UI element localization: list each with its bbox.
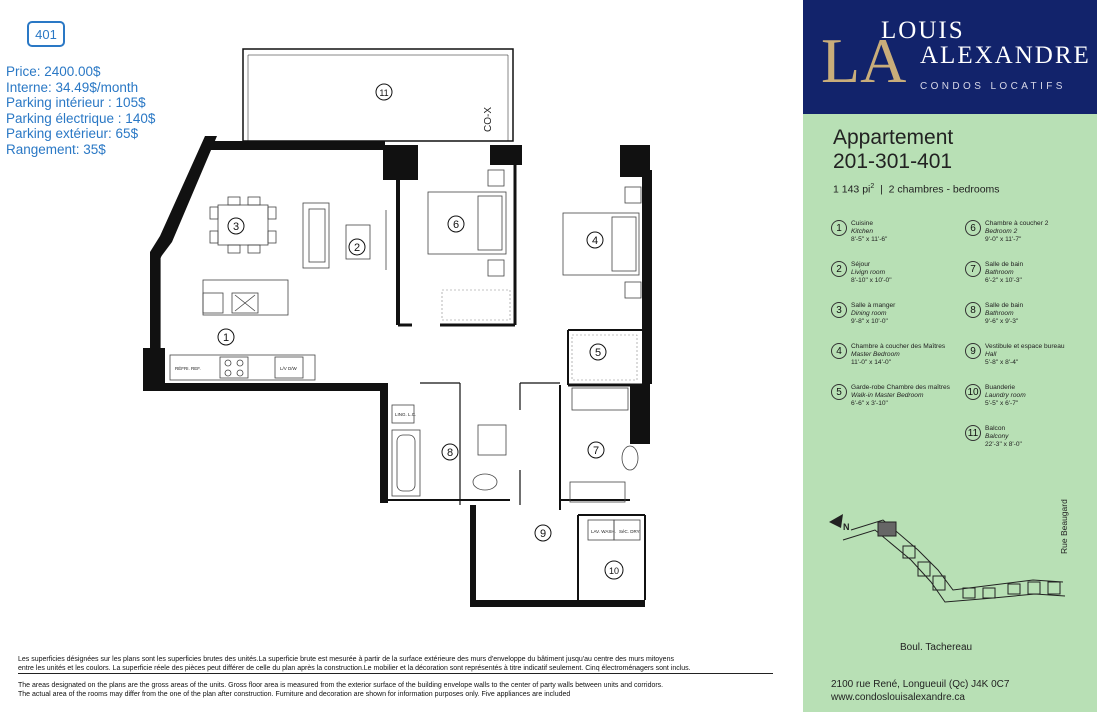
legend-item-9 (965, 343, 1065, 368)
contact-block (831, 678, 1009, 704)
svg-text:6: 6 (452, 219, 460, 231)
brand-line-2: ALEXANDRE (920, 42, 1091, 69)
legend-room-en: Bathroom (985, 310, 1014, 318)
legend-room-en: Balcony (985, 433, 1009, 441)
legend-text (851, 343, 945, 368)
legend-room-fr: Chambre à coucher 2 (985, 220, 1049, 227)
room-number-10 (605, 561, 623, 579)
legend-room-fr: Salle de bain (985, 261, 1024, 268)
address-line: 2100 rue René, Longueuil (Qc) J4K 0C7 (831, 679, 1010, 690)
legend-room-en: Livign room (851, 269, 886, 277)
street-right-label: Rue Beaugard (1059, 499, 1069, 554)
legend-text (985, 302, 1023, 327)
legend-room-en: Master Bedroom (851, 351, 900, 359)
svg-text:8: 8 (446, 447, 454, 459)
tag-wash: LAV. WASH. (591, 529, 616, 534)
legend-item-3 (831, 302, 895, 327)
legend-text (851, 220, 887, 245)
apartment-title-line1: Appartement (833, 126, 954, 149)
legend-text (985, 425, 1022, 450)
legend-number: 5 (831, 384, 847, 400)
legend-item-1 (831, 220, 887, 245)
legend-number: 1 (831, 220, 847, 236)
floor-plan (140, 40, 670, 620)
legend-text (985, 261, 1023, 286)
room-number-8 (442, 444, 458, 460)
sofa (303, 203, 386, 270)
north-arrow-icon (829, 514, 843, 528)
room-number-2 (349, 239, 365, 255)
legend-number: 2 (831, 261, 847, 277)
interne-line: Interne: 34.49$/month (6, 79, 139, 95)
legend-room-dimensions: 9'-6" x 9'-3" (985, 318, 1019, 326)
legend-number: 6 (965, 220, 981, 236)
room-number-7 (588, 442, 604, 458)
pricing-block (6, 64, 155, 157)
legend-room-fr: Salle à manger (851, 302, 896, 309)
legend-room-en: Laundry room (985, 392, 1026, 400)
disclaimer-en-2: The actual area of the rooms may differ from the one of the plan after construction. Furniture and decoration are shown for information purposes only. Five appliances are included (18, 690, 571, 698)
legend-item-6 (965, 220, 1048, 245)
disclaimer-fr-1: Les superficies désignées sur les plans sont les superficies brutes des unités.La superficie brute est mesurée à partir de la surface extérieure des murs d'enveloppe du bâtiment jusqu'au centre des murs mitoyens (18, 656, 674, 663)
parking-exterieur-line: Parking extérieur: 65$ (6, 126, 139, 141)
brand-name (881, 18, 1091, 68)
legend-room-fr: Balcon (985, 425, 1006, 432)
room-number-1 (218, 329, 234, 345)
north-label: N (843, 522, 850, 532)
brand-line-1: LOUIS (881, 17, 965, 44)
legend-room-en: Walk-in Master Bedroom (851, 392, 924, 400)
legend-room-dimensions: 6'-6" x 3'-10" (851, 400, 888, 408)
svg-text:7: 7 (592, 445, 600, 457)
legend-item-10 (965, 384, 1026, 409)
room-number-4 (587, 232, 603, 248)
legend-text (985, 384, 1026, 409)
legend-room-en: Bedroom 2 (985, 228, 1018, 236)
rangement-line: Rangement: 35$ (6, 141, 106, 157)
legend-room-dimensions: 9'-0" x 11'-7" (985, 236, 1022, 244)
tag-lv: L/V D/W (280, 366, 297, 371)
room-number-6 (448, 216, 464, 232)
apartment-title-line2: 201-301-401 (833, 150, 953, 173)
brand-tagline: CONDOS LOCATIFS (920, 81, 1066, 92)
website-link[interactable]: www.condoslouisalexandre.ca (831, 692, 965, 703)
kitchen-island (170, 280, 315, 380)
legend-room-fr: Salle de bain (985, 302, 1024, 309)
legend-item-7 (965, 261, 1023, 286)
legend-room-dimensions: 5'-5" x 6'-7" (985, 400, 1019, 408)
svg-text:11: 11 (379, 88, 389, 98)
legend-text (985, 343, 1065, 368)
svg-text:9: 9 (539, 528, 547, 540)
svg-text:4: 4 (591, 235, 599, 247)
bathroom-fixtures (392, 388, 640, 540)
legend-number: 11 (965, 425, 981, 441)
legend-room-fr: Cuisine (851, 220, 873, 227)
tag-ref: RÉFRI. REF. (175, 366, 201, 371)
legend-item-2 (831, 261, 892, 286)
disclaimer (18, 656, 778, 699)
legend-number: 9 (965, 343, 981, 359)
tag-cox: CO-X (483, 107, 494, 132)
legend-item-4 (831, 343, 945, 368)
legend-item-5 (831, 384, 950, 409)
legend-number: 4 (831, 343, 847, 359)
legend-number: 7 (965, 261, 981, 277)
disclaimer-rule (18, 673, 773, 674)
legend-room-dimensions: 8'-10" x 10'-0" (851, 277, 892, 285)
legend-room-dimensions: 22'-3" x 8'-0" (985, 441, 1022, 449)
info-panel (803, 114, 1097, 712)
tag-lc: LING. L.C. (395, 412, 417, 417)
parking-interieur-line: Parking intérieur : 105$ (6, 95, 146, 110)
legend-item-8 (965, 302, 1023, 327)
svg-text:3: 3 (232, 221, 240, 233)
svg-text:2: 2 (353, 242, 361, 254)
svg-text:1: 1 (222, 332, 230, 344)
unit-number-badge: 401 (27, 21, 65, 47)
brand-header (803, 0, 1097, 114)
site-map (823, 510, 1083, 640)
tag-dry: SéC. DRY. (619, 529, 641, 534)
room-number-9 (535, 525, 551, 541)
legend-text (851, 302, 895, 327)
legend-room-fr: Garde-robe Chambre des maîtres (851, 384, 950, 391)
legend-room-fr: Buanderie (985, 384, 1016, 391)
bed-2 (428, 170, 506, 276)
parking-electrique-line: Parking électrique : 140$ (6, 110, 156, 126)
apartment-title (833, 126, 953, 174)
legend-room-en: Bathroom (985, 269, 1014, 277)
legend-number: 8 (965, 302, 981, 318)
legend-number: 3 (831, 302, 847, 318)
disclaimer-fr-2: entre les unités et les coulors. La superficie réele des pièces peut différer de celle du plan après la construction.Le mobilier et la décoration sont représentés à titre indicatif seulement. Cinq électroménagers sont inclus. (18, 664, 691, 672)
price-line: Price: 2400.00$ (6, 64, 101, 79)
legend-room-dimensions: 11'-0" x 14'-0" (851, 359, 892, 367)
legend-text (851, 261, 892, 286)
svg-text:LA: LA (821, 25, 907, 96)
street-bottom-label: Boul. Tachereau (900, 642, 973, 653)
brand-monogram-logo (821, 14, 907, 96)
legend-room-fr: Vestibule et espace bureau (985, 343, 1065, 350)
legend-text (985, 220, 1048, 245)
disclaimer-en-1: The areas designated on the plans are the gross areas of the units. Gross floor area is measured from the exterior surface of the building envelope walls to the center of party walls between units and corridors. (18, 682, 664, 690)
legend-room-dimensions: 9'-8" x 10'-0" (851, 318, 888, 326)
legend-room-dimensions: 8'-5" x 11'-6" (851, 236, 888, 244)
svg-text:5: 5 (594, 347, 602, 359)
room-number-3 (228, 218, 244, 234)
legend-room-en: Dining room (851, 310, 887, 318)
legend-room-en: Kitchen (851, 228, 873, 236)
legend-room-dimensions: 6'-2" x 10'-3" (985, 277, 1022, 285)
legend-text (851, 384, 950, 409)
legend-room-dimensions: 5'-8" x 8'-4" (985, 359, 1019, 367)
apartment-area: 1 143 $pi^2$ | 2 chambres - bedrooms (833, 183, 1000, 196)
legend-room-en: Hall (985, 351, 997, 359)
legend-number: 10 (965, 384, 981, 400)
legend-room-fr: Séjour (851, 261, 871, 268)
svg-text:10: 10 (608, 566, 620, 576)
legend-item-11 (965, 425, 1022, 450)
legend-room-fr: Chambre à coucher des Maîtres (851, 343, 946, 350)
room-number-5 (590, 344, 606, 360)
room-numbers (218, 84, 623, 579)
room-number-11 (376, 84, 392, 100)
